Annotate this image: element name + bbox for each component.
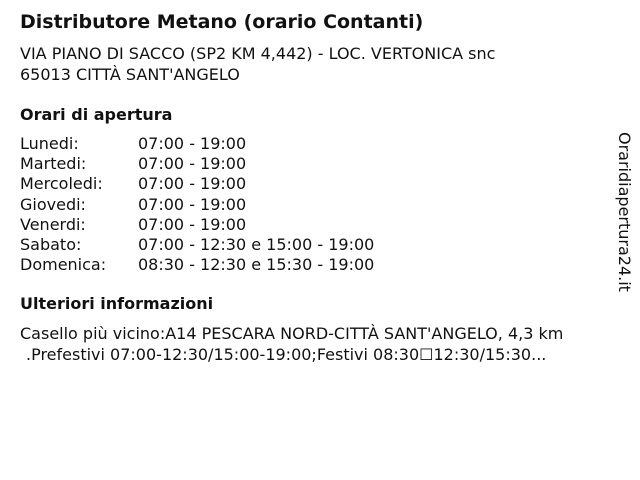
opening-hours-heading: Orari di apertura	[20, 105, 173, 124]
station-title: Distributore Metano (orario Contanti)	[20, 11, 424, 33]
day-label: Domenica:	[20, 255, 107, 275]
day-hours: 07:00 - 12:30 e 15:00 - 19:00	[138, 234, 375, 254]
day-hours: 07:00 - 19:00	[138, 174, 247, 194]
address-city: 65013 CITTÀ SANT'ANGELO	[20, 65, 240, 84]
day-label: Martedi:	[20, 154, 87, 174]
day-label: Giovedi:	[20, 194, 86, 214]
more-info-line-2: .Prefestivi 07:00-12:30/15:00-19:00;Festivi 08:30☐12:30/15:30...	[26, 345, 547, 364]
day-label: Sabato:	[20, 234, 82, 254]
day-label: Venerdi:	[20, 214, 86, 234]
day-hours: 07:00 - 19:00	[138, 214, 247, 234]
day-hours: 08:30 - 12:30 e 15:30 - 19:00	[138, 255, 375, 275]
day-label: Lunedi:	[20, 134, 79, 153]
day-hours: 07:00 - 19:00	[138, 134, 247, 153]
day-hours: 07:00 - 19:00	[138, 154, 247, 174]
more-info-line-1: Casello più vicino:A14 PESCARA NORD-CITTÀ SANT'ANGELO, 4,3 km	[20, 324, 564, 343]
day-label: Mercoledi:	[20, 174, 103, 194]
day-hours: 07:00 - 19:00	[138, 194, 247, 214]
site-brand: Oraridiapertura24.it	[615, 132, 634, 292]
more-info-heading: Ulteriori informazioni	[20, 294, 214, 313]
address-street: VIA PIANO DI SACCO (SP2 KM 4,442) - LOC. VERTONICA snc	[20, 44, 496, 63]
